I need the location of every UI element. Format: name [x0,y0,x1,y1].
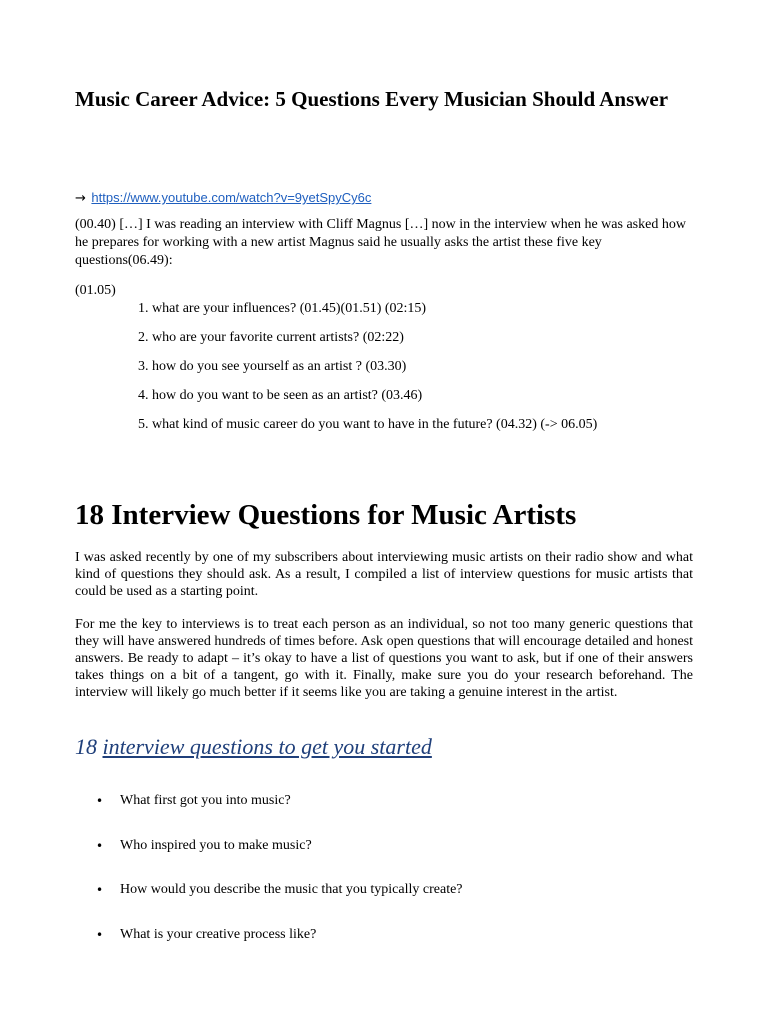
paragraph-key-to-interviews: For me the key to interviews is to treat each person as an individual, so not too many generic questions that they will have answered hundreds of times before. Ask open questions that will encourage detailed and honest answers. Be ready to adapt – it’s okay to have a list of questions you want to ask, but if one of their answers takes things on a bit of a tangent, go with it. Finally, make sure you do your research beforehand. The interview will likely go much better if it seems like you are taking a genuine interest in the artist. [75,617,693,700]
subsection-number: 18 [75,734,97,759]
page-title: Music Career Advice: 5 Questions Every Musician Should Answer [75,87,669,111]
subsection-link[interactable]: interview questions to get you started [102,734,432,759]
bullet-icon: • [96,927,104,942]
list-item: 3. how do you see yourself as an artist ? (03.30) [138,359,407,374]
bullet-text: What is your creative process like? [120,926,317,942]
list-item: 2. who are your favorite current artists? (02:22) [138,330,404,345]
list-item [96,792,463,837]
bullet-text: What first got you into music? [120,793,291,808]
link-row [75,188,371,209]
bullet-list [96,792,463,970]
list-item: 5. what kind of music career do you want to have in the future? (04.32) (-> 06.05) [138,417,598,432]
bullet-text: Who inspired you to make music? [120,837,312,853]
intro-paragraph: (00.40) […] I was reading an interview with Cliff Magnus […] now in the interview when he was asked how he prepares for working with a new artist Magnus said he usually asks the artist these five key questions(06.49): [75,217,686,268]
subsection-heading [75,732,432,762]
youtube-link[interactable]: https://www.youtube.com/watch?v=9yetSpyCy6c [91,190,372,205]
list-item [96,926,463,971]
bullet-icon: • [96,838,104,853]
list-item: 1. what are your influences? (01.45)(01.51) (02:15) [138,301,427,316]
bullet-text: How would you describe the music that you typically create? [120,882,463,897]
list-item: 4. how do you want to be seen as an artist? (03.46) [138,388,423,403]
list-item [96,881,463,926]
arrow-right-icon: → [75,191,86,206]
section-heading: 18 Interview Questions for Music Artists [75,499,577,531]
paragraph-subscribers: I was asked recently by one of my subscribers about interviewing music artists on their radio show and what kind of questions they should ask. As a result, I compiled a list of interview questions for music artists that could be used as a starting point. [75,550,693,599]
list-item [96,837,463,882]
bullet-icon: • [96,794,104,808]
bullet-icon: • [96,883,104,897]
timestamp: (01.05) [75,283,116,298]
questions-list [138,300,597,445]
